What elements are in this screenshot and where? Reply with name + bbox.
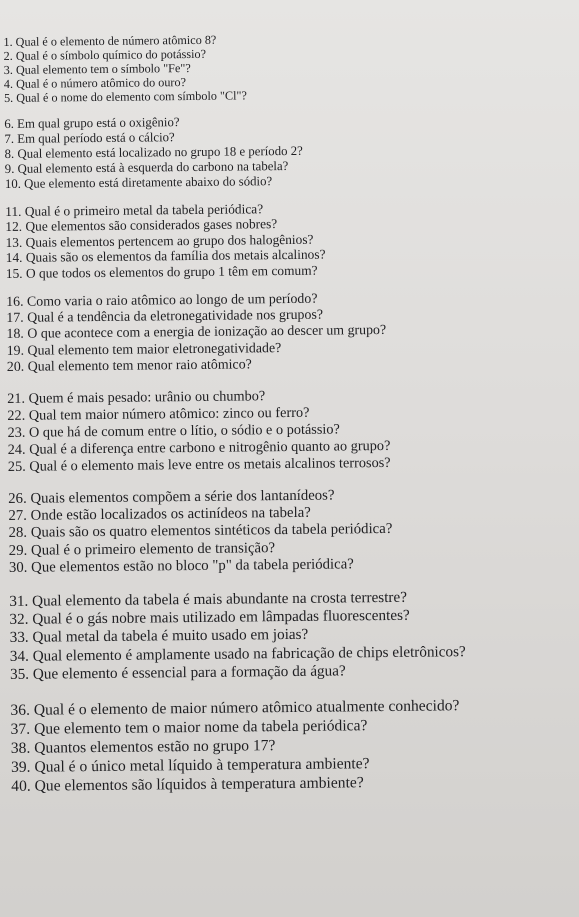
question-40: 40. Que elementos são líquidos à temperatura ambiente?	[11, 773, 364, 795]
question-9: 9. Qual elemento está à esquerda do carbono na tabela?	[4, 159, 289, 177]
question-group-3	[5, 198, 572, 282]
question-24: 24. Qual é a diferença entre carbono e nitrogênio quanto ao grupo?	[7, 438, 391, 459]
question-21: 21. Quem é mais pesado: urânio ou chumbo?	[7, 387, 266, 407]
question-33: 33. Qual metal da tabela é muito usado em joias?	[9, 626, 309, 647]
question-28: 28. Quais são os quatro elementos sintéticos da tabela periódica?	[8, 521, 393, 542]
question-12: 12. Que elementos são considerados gases nobres?	[5, 216, 278, 235]
question-3: 3. Qual elemento tem o símbolo "Fe"?	[3, 60, 191, 77]
question-31: 31. Qual elemento da tabela é mais abundante na crosta terrestre?	[9, 588, 408, 610]
question-16: 16. Como varia o raio atômico ao longo de um período?	[6, 291, 318, 310]
question-39: 39. Qual é o único metal líquido à temperatura ambiente?	[10, 754, 370, 776]
question-38: 38. Quantos elementos estão no grupo 17?	[10, 736, 276, 757]
question-group-1	[3, 30, 570, 105]
question-group-6	[8, 485, 575, 578]
question-group-5	[7, 385, 574, 477]
question-34: 34. Qual elemento é amplamente usado na fabricação de chips eletrônicos?	[9, 642, 466, 665]
question-group-8	[10, 695, 577, 796]
question-19: 19. Qual elemento tem maior eletronegatividade?	[6, 340, 282, 359]
question-26: 26. Quais elementos compõem a série dos lantanídeos?	[8, 487, 335, 507]
question-15: 15. O que todos os elementos do grupo 1 têm em comum?	[5, 262, 318, 281]
question-1: 1. Qual é o elemento de número atômico 8?	[3, 32, 217, 49]
question-36: 36. Qual é o elemento de maior número atômico atualmente conhecido?	[10, 696, 460, 719]
question-20: 20. Qual elemento tem menor raio atômico?	[6, 357, 252, 376]
question-35: 35. Que elemento é essencial para a formação da água?	[9, 662, 346, 684]
question-4: 4. Qual é o número atômico do ouro?	[3, 74, 187, 91]
question-10: 10. Que elemento está diretamente abaixo do sódio?	[4, 174, 273, 192]
question-22: 22. Qual tem maior número atômico: zinco ou ferro?	[7, 404, 310, 424]
question-7: 7. Em qual período está o cálcio?	[4, 129, 175, 146]
question-27: 27. Onde estão localizados os actinídeos na tabela?	[8, 504, 311, 524]
question-2: 2. Qual é o símbolo químico do potássio?	[3, 46, 207, 63]
question-8: 8. Qual elemento está localizado no grupo 18 e período 2?	[4, 143, 303, 161]
question-25: 25. Qual é o elemento mais leve entre os metais alcalinos terrosos?	[7, 455, 391, 476]
question-17: 17. Qual é a tendência da eletronegatividade nos grupos?	[6, 307, 324, 326]
question-11: 11. Qual é o primeiro metal da tabela periódica?	[5, 200, 264, 219]
question-group-4	[6, 289, 573, 377]
question-14: 14. Quais são os elementos da família dos metais alcalinos?	[5, 246, 326, 266]
question-6: 6. Em qual grupo está o oxigênio?	[4, 114, 180, 131]
question-group-2	[4, 111, 571, 193]
question-37: 37. Que elemento tem o maior nome da tabela periódica?	[10, 716, 368, 738]
question-5: 5. Qual é o nome do elemento com símbolo "Cl"?	[3, 88, 247, 105]
question-13: 13. Quais elementos pertencem ao grupo dos halogênios?	[5, 231, 314, 250]
question-29: 29. Qual é o primeiro elemento de transição?	[8, 539, 276, 559]
question-23: 23. O que há de comum entre o lítio, o sódio e o potássio?	[7, 421, 340, 441]
question-18: 18. O que acontece com a energia de ionização ao descer um grupo?	[6, 323, 387, 343]
question-30: 30. Que elementos estão no bloco "p" da tabela periódica?	[8, 556, 354, 577]
question-group-7	[9, 587, 576, 685]
question-32: 32. Qual é o gás nobre mais utilizado em lâmpadas fluorescentes?	[9, 606, 410, 628]
